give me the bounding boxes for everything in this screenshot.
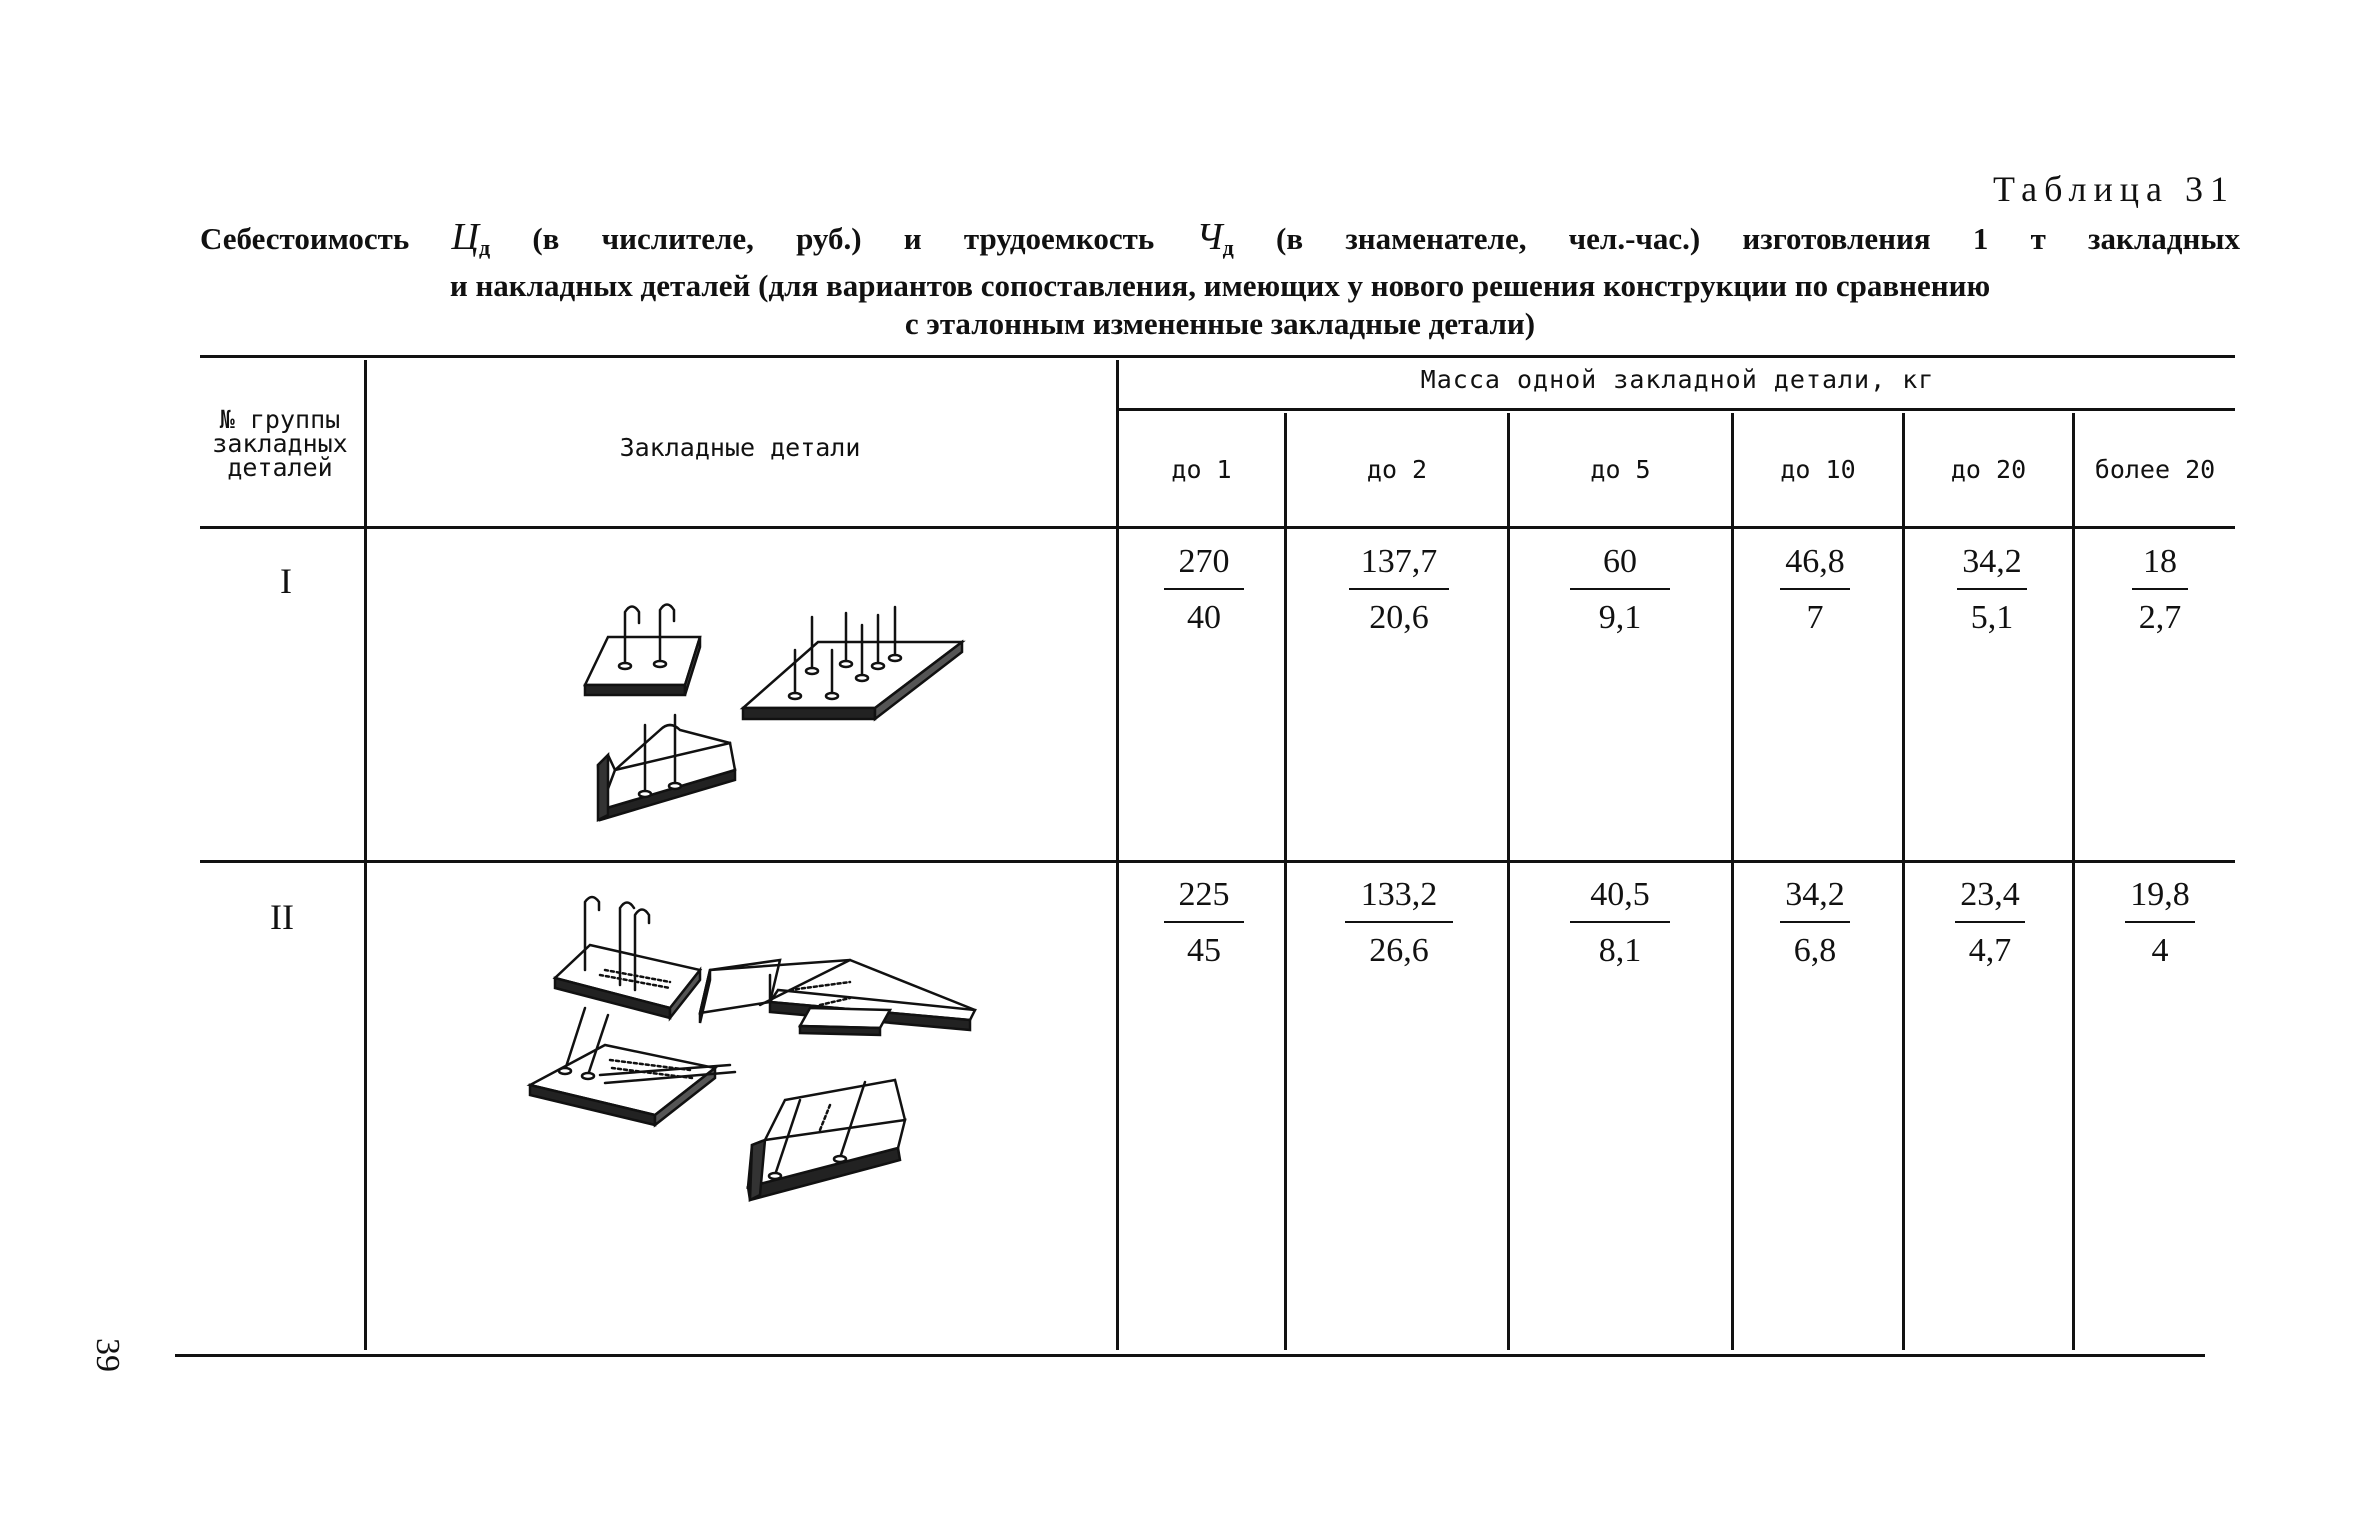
column-rule-4	[1902, 413, 1905, 1350]
cost-value: 18	[2143, 543, 2177, 580]
fraction-bar	[1164, 921, 1244, 923]
cost-value: 270	[1178, 543, 1230, 580]
fraction-bar	[1570, 588, 1670, 590]
labor-value: 40	[1187, 599, 1221, 636]
cost-value: 19,8	[2130, 876, 2190, 913]
value-cell	[1159, 875, 1249, 971]
labor-value: 2,7	[2138, 599, 2182, 636]
value-cell	[1947, 542, 2037, 638]
fraction-bar	[1345, 921, 1453, 923]
cost-value: 60	[1603, 543, 1637, 580]
page-number: 39	[89, 1338, 126, 1372]
value-cell	[2115, 875, 2205, 971]
embedded-parts-group-2-illustration	[520, 890, 980, 1210]
header-bottom-rule	[200, 526, 2235, 529]
table-top-rule	[200, 355, 2235, 358]
value-cell	[1770, 875, 1860, 971]
cost-symbol-subscript: д	[478, 235, 491, 260]
value-cell	[1945, 875, 2035, 971]
labor-value: 9,1	[1598, 599, 1642, 636]
labor-symbol: Ч	[1196, 216, 1223, 258]
caption-line-3: с эталонным измененные закладные детали)	[904, 306, 1536, 341]
fraction-bar	[1957, 588, 2027, 590]
fraction-bar	[2125, 921, 2195, 923]
labor-symbol-subscript: д	[1222, 235, 1234, 260]
column-rule-parts	[1116, 360, 1119, 1350]
header-parts: Закладные детали	[619, 433, 861, 462]
fraction-bar	[1570, 921, 1670, 923]
group-number-2: II	[270, 897, 294, 937]
fraction-bar	[1780, 921, 1850, 923]
caption-text: (в числителе, руб.) и трудоемкость	[490, 221, 1197, 256]
cost-symbol: Ц	[451, 216, 479, 258]
labor-value: 8,1	[1598, 932, 1642, 969]
value-cell	[1339, 875, 1459, 971]
labor-value: 45	[1187, 932, 1221, 969]
fraction-bar	[1349, 588, 1449, 590]
mass-header-rule	[1118, 408, 2235, 411]
labor-value: 5,1	[1970, 599, 2014, 636]
caption-text: Себестоимость	[200, 221, 452, 256]
mass-column-4: до 10	[1780, 455, 1856, 484]
labor-value: 4,7	[1968, 932, 2012, 969]
mass-column-5: до 20	[1950, 455, 2027, 484]
embedded-parts-group-1-illustration	[570, 595, 970, 830]
column-rule-group	[364, 360, 367, 1350]
row-separator-rule	[200, 860, 2235, 863]
fraction-bar	[1780, 588, 1850, 590]
value-cell	[1159, 542, 1249, 638]
fraction-bar	[2132, 588, 2188, 590]
mass-column-3: до 5	[1590, 455, 1651, 484]
mass-column-2: до 2	[1366, 455, 1428, 484]
table-bottom-rule	[175, 1354, 2205, 1357]
cost-value: 46,8	[1785, 543, 1845, 580]
cost-value: 137,7	[1360, 543, 1438, 580]
mass-column-1: до 1	[1171, 455, 1232, 484]
cost-value: 34,2	[1962, 543, 2022, 580]
value-cell	[1770, 542, 1860, 638]
mass-column-6: более 20	[2094, 455, 2216, 484]
fraction-bar	[1955, 921, 2025, 923]
table-label: Таблица 31	[1993, 169, 2235, 209]
value-cell	[2120, 542, 2200, 638]
value-cell	[1344, 542, 1454, 638]
group-number-1: I	[280, 561, 292, 601]
column-rule-3	[1731, 413, 1734, 1350]
value-cell	[1565, 875, 1675, 971]
caption-text: (в знаменателе, чел.-час.) изготовления 1 т закладных	[1233, 221, 2241, 256]
column-rule-2	[1507, 413, 1510, 1350]
header-mass: Масса одной закладной детали, кг	[1420, 365, 1935, 394]
cost-value: 225	[1178, 876, 1230, 913]
labor-value: 4	[2151, 932, 2169, 969]
table-caption	[200, 218, 2240, 343]
cost-value: 40,5	[1590, 876, 1650, 913]
labor-value: 20,6	[1369, 599, 1429, 636]
cost-value: 23,4	[1960, 876, 2020, 913]
fraction-bar	[1164, 588, 1244, 590]
caption-line-1	[200, 218, 2240, 267]
labor-value: 6,8	[1793, 932, 1837, 969]
column-rule-1	[1284, 413, 1287, 1350]
labor-value: 26,6	[1369, 932, 1429, 969]
labor-value: 7	[1806, 599, 1824, 636]
column-rule-5	[2072, 413, 2075, 1350]
cost-value: 133,2	[1360, 876, 1438, 913]
caption-line-2: и накладных деталей (для вариантов сопоставления, имеющих у нового решения конструкции по сравнению	[449, 268, 1991, 303]
cost-value: 34,2	[1785, 876, 1845, 913]
value-cell	[1570, 542, 1670, 638]
header-group-number: № группы закладных деталей	[212, 405, 348, 482]
